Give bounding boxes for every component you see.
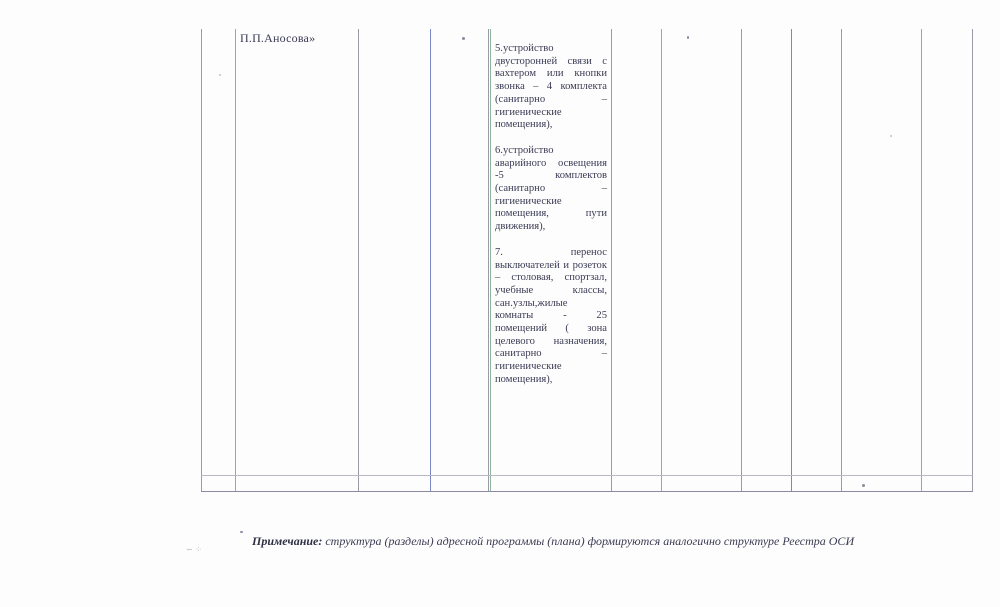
table-border-right (972, 29, 973, 492)
column-divider (235, 29, 236, 492)
column-divider (488, 29, 489, 492)
column-divider (661, 29, 662, 492)
table-border-bottom (201, 491, 973, 492)
footnote-text: структура (разделы) адресной программы (плана) формируются аналогично структуре Реестра ОСИ (322, 534, 855, 548)
scan-speck (890, 135, 892, 137)
scan-speck (219, 74, 221, 76)
scan-speck (240, 531, 243, 533)
column-divider (611, 29, 612, 492)
footnote-label: Примечание: (252, 534, 323, 548)
organization-name-fragment: П.П.Аносова» (240, 31, 316, 45)
work-item: 5.устройство двусторонней связи с вахтером или кнопки звонка – 4 комплекта (санитарно – гигиенические помещения), (495, 43, 607, 131)
column-divider (430, 29, 431, 492)
column-divider (358, 29, 359, 492)
column-divider (791, 29, 792, 492)
column-divider (490, 29, 491, 492)
scan-speck (862, 484, 865, 487)
column-divider (921, 29, 922, 492)
scan-speck (687, 36, 689, 39)
scan-speck (462, 37, 465, 40)
column-divider (741, 29, 742, 492)
work-item: 7. перенос выключателей и розеток – столовая, спортзал, учебные классы, сан.узлы,жилые комнаты - 25 помещений ( зона целевого назначения, санитарно – гигиенические помещения), (495, 246, 607, 385)
scan-smudge: ∽ ⁘ (186, 545, 202, 554)
table-border-left (201, 29, 202, 492)
row-divider (201, 475, 973, 476)
work-item: 6.устройство аварийного освещения -5 комплектов (санитарно – гигиенические помещения, пути движения), (495, 144, 607, 233)
works-description-cell (495, 43, 607, 400)
footnote (252, 534, 854, 549)
column-divider (841, 29, 842, 492)
